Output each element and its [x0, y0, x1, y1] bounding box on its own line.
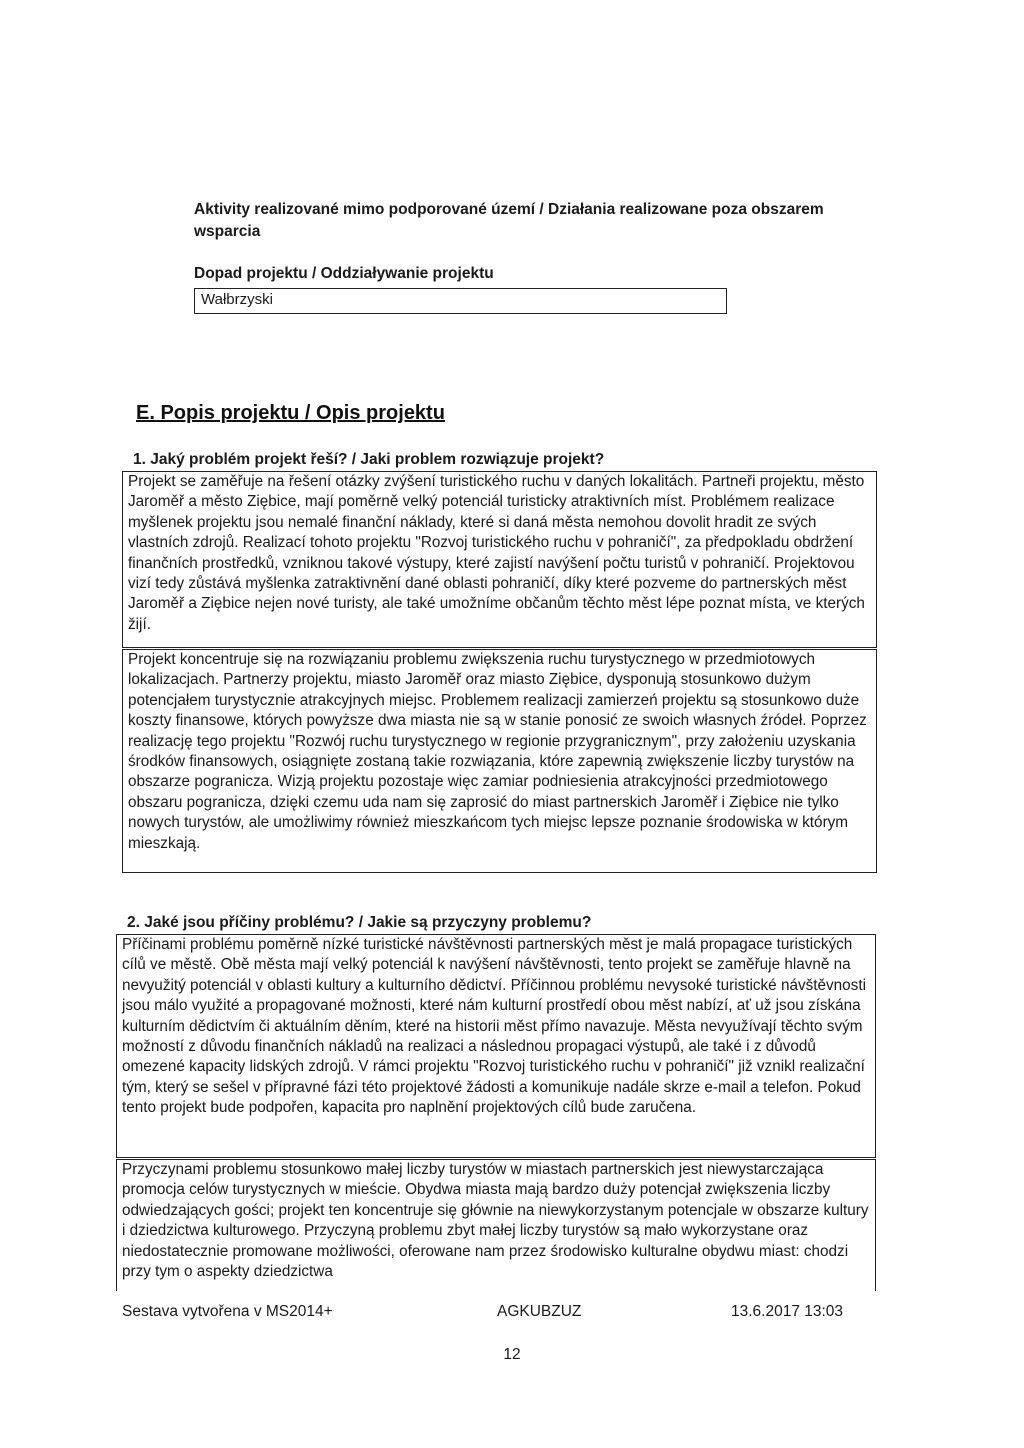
question2-answer-pl: Przyczynami problemu stosunkowo małej liczby turystów w miastach partnerskich jest niewystarczająca promocja celów turystycznych w mieście. Obydwa miasta mają bardzo duży potencjał zwiększenia liczby odwiedzających gości; projekt ten koncentruje się głównie na niewykorzystanym potencjale w obszarze kultury i dziedzictwa kulturowego. Przyczyną problemu zbyt małej liczby turystów są mało wykorzystane oraz niedostatecznie promowane możliwości, oferowane nam przez środowisko kulturalne obydwu miast: chodzi przy tym o aspekty dziedzictwa	[116, 1159, 876, 1291]
impact-value: Wałbrzyski	[201, 291, 273, 308]
footer-left: Sestava vytvořena v MS2014+	[122, 1303, 333, 1320]
question1-answer-pl: Projekt koncentruje się na rozwiązaniu problemu zwiększenia ruchu turystycznego w przedmiotowych lokalizacjach. Partnerzy projektu, miasto Jaroměř oraz miasto Ziębice, dysponują stosunkowo dużym potencjałem turystycznie atrakcyjnych miejsc. Problemem realizacji zamierzeń projektu są stosunkowo duże koszty finansowe, których powyższe dwa miasta nie są w stanie ponosić ze swoich własnych źródeł. Poprzez realizację tego projektu "Rozwój ruchu turystycznego w regionie przygranicznym", przy założeniu uzyskania środków finansowych, osiągnięte zostaną takie rozwiązania, które zapewnią zwiększenie liczby turystów na obszarze pogranicza. Wizją projektu pozostaje więc zamiar podniesienia atrakcyjności przedmiotowego obszaru pogranicza, dzięki czemu uda nam się zaprosić do miast partnerskich Jaroměř i Ziębice nie tylko nowych turystów, ale umożliwimy również mieszkańcom tych miejsc lepsze poznanie środowiska w którym mieszkają.	[122, 649, 877, 873]
footer-center: AGKUBZUZ	[497, 1303, 582, 1320]
impact-field	[194, 288, 727, 314]
footer-right: 13.6.2017 13:03	[731, 1303, 844, 1320]
question2-answer-cz: Příčinami problému poměrně nízké turistické návštěvnosti partnerských měst je malá propagace turistických cílů ve městě. Obě města mají velký potenciál k navýšení návštěvnosti, tento projekt se zaměřuje hlavně na nevyužitý potenciál v oblasti kultury a kulturního dědictví. Příčinnou problému nevysoké turistické návštěvnosti jsou málo využité a propagované možnosti, které nám kulturní prostředí obou měst nabízí, ať už jsou získána kulturním dědictvím či aktuálním děním, které na historii měst přímo navazuje. Města nevyužívají těchto svým možností z důvodu finančních nákladů na realizaci a následnou propagaci výstupů, ale také i z důvodů omezené kapacity lidských zdrojů. V rámci projektu "Rozvoj turistického ruchu v pohraničí" již vznikl realizační tým, který se sešel v přípravné fázi této projektové žádosti a komunikuje nadále skrze e-mail a telefon. Pokud tento projekt bude podpořen, kapacita pro naplnění projektových cílů bude zaručena.	[116, 934, 876, 1158]
page-number: 12	[503, 1346, 521, 1363]
impact-label: Dopad projektu / Oddziaływanie projektu	[194, 265, 494, 282]
activities-label: Aktivity realizované mimo podporované území / Działania realizowane poza obszarem wsparcia	[194, 201, 824, 240]
question1-label: 1. Jaký problém projekt řeší? / Jaki problem rozwiązuje projekt?	[133, 451, 605, 468]
question1-answer-cz: Projekt se zaměřuje na řešení otázky zvýšení turistického ruchu v daných lokalitách. Partneři projektu, město Jaroměř a město Ziębice, mají poměrně velký potenciál turisticky atraktivních míst. Problémem realizace myšlenek projektu jsou nemalé finanční náklady, které si daná města nemohou dovolit hradit ze svých vlastních zdrojů. Realizací tohoto projektu "Rozvoj turistického ruchu v pohraničí", za předpokladu obdržení finančních prostředků, vzniknou takové výstupy, které zajistí navýšení počtu turistů v pohraničí. Projektovou vizí tedy zůstává myšlenka zatraktivnění dané oblasti pohraničí, díky které pozveme do partnerských měst Jaroměř a Ziębice nejen nové turisty, ale také umožníme občanům těchto měst lépe poznat místa, ve kterých žijí.	[122, 471, 877, 648]
question2-label: 2. Jaké jsou příčiny problému? / Jakie są przyczyny problemu?	[127, 914, 592, 931]
section-e-title: E. Popis projektu / Opis projektu	[136, 402, 445, 424]
